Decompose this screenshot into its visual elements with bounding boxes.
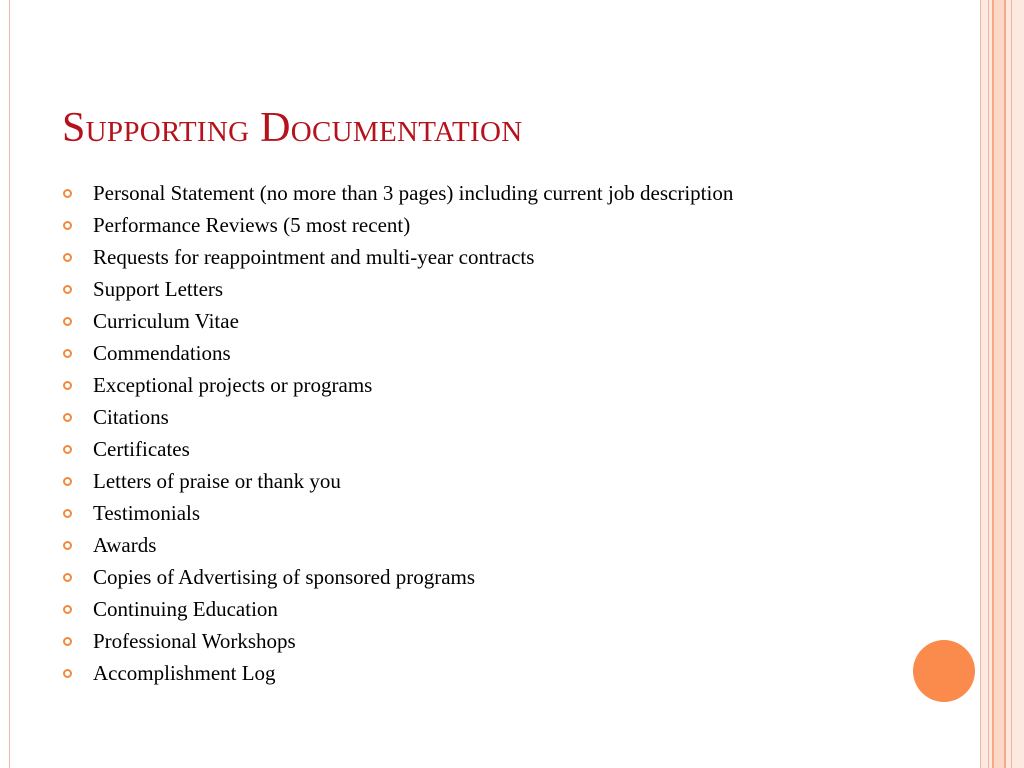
bullet-text: Requests for reappointment and multi-year contracts: [93, 245, 535, 269]
bullet-icon: [63, 669, 72, 678]
bullet-text: Awards: [93, 533, 157, 557]
bullet-item: [62, 502, 862, 525]
bullet-icon: [63, 477, 72, 486]
bullet-item: [62, 470, 862, 493]
bullet-text: Copies of Advertising of sponsored programs: [93, 565, 476, 589]
bullet-icon: [63, 509, 72, 518]
bullet-list: [62, 182, 862, 694]
bullet-item: [62, 182, 862, 205]
bullet-icon: [63, 317, 72, 326]
bullet-item: [62, 566, 862, 589]
bullet-text: Commendations: [93, 341, 231, 365]
slide-title: Supporting Documentation: [62, 105, 523, 151]
bullet-item: [62, 246, 862, 269]
bullet-text: Testimonials: [93, 501, 201, 525]
decorative-circle-icon: [913, 640, 975, 702]
bullet-icon: [63, 541, 72, 550]
bullet-icon: [63, 285, 72, 294]
bullet-icon: [63, 637, 72, 646]
bullet-icon: [63, 413, 72, 422]
bullet-text: Performance Reviews (5 most recent): [93, 213, 411, 237]
bullet-icon: [63, 349, 72, 358]
bullet-item: [62, 438, 862, 461]
bullet-text: Continuing Education: [93, 597, 278, 621]
bullet-icon: [63, 189, 72, 198]
bullet-text: Certificates: [93, 437, 190, 461]
bullet-icon: [63, 445, 72, 454]
bullet-item: [62, 310, 862, 333]
bullet-text: Accomplishment Log: [93, 661, 276, 685]
bullet-item: [62, 534, 862, 557]
bullet-icon: [63, 573, 72, 582]
bullet-icon: [63, 221, 72, 230]
bullet-text: Exceptional projects or programs: [93, 373, 373, 397]
bullet-item: [62, 214, 862, 237]
bullet-item: [62, 374, 862, 397]
bullet-item: [62, 406, 862, 429]
bullet-icon: [63, 253, 72, 262]
bullet-item: [62, 598, 862, 621]
bullet-text: Citations: [93, 405, 169, 429]
right-stripe: [1012, 0, 1024, 768]
bullet-text: Personal Statement (no more than 3 pages) including current job description: [93, 181, 734, 205]
bullet-item: [62, 662, 862, 685]
bullet-text: Professional Workshops: [93, 629, 296, 653]
bullet-text: Letters of praise or thank you: [93, 469, 341, 493]
bullet-item: [62, 630, 862, 653]
bullet-item: [62, 342, 862, 365]
right-stripe: [981, 0, 988, 768]
bullet-item: [62, 278, 862, 301]
bullet-text: Curriculum Vitae: [93, 309, 239, 333]
bullet-text: Support Letters: [93, 277, 224, 301]
bullet-icon: [63, 381, 72, 390]
bullet-icon: [63, 605, 72, 614]
right-stripe: [994, 0, 1004, 768]
